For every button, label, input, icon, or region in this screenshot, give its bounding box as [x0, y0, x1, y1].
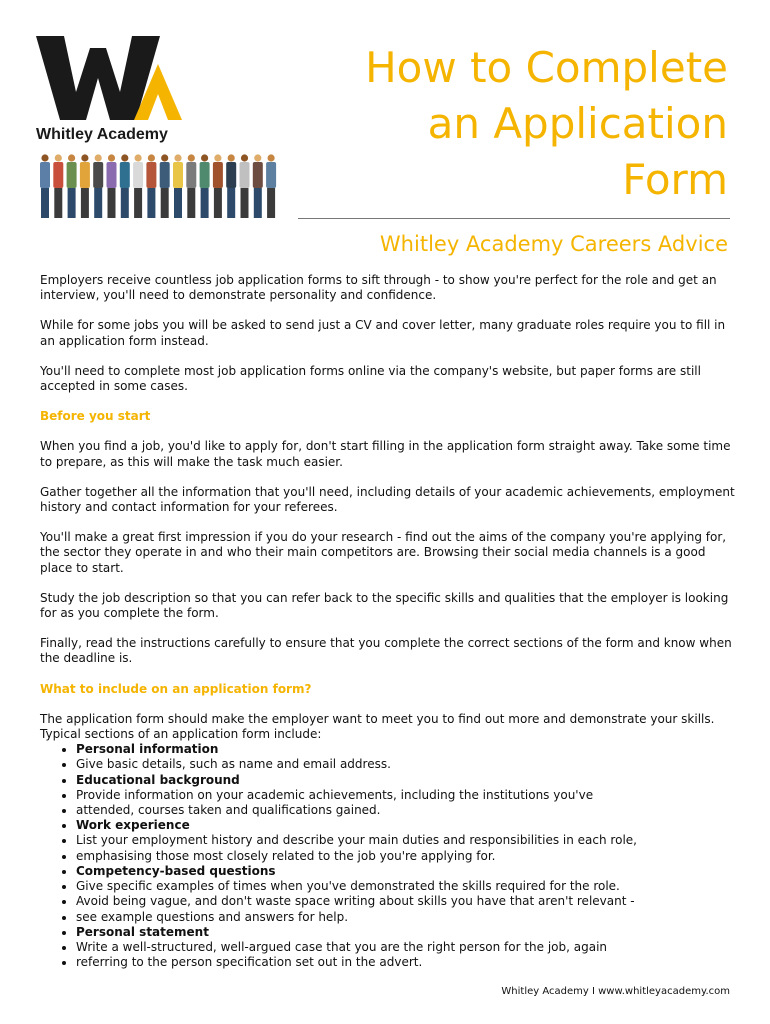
list-item: • see example questions and answers for help. [76, 910, 740, 925]
intro-paragraph: Employers receive countless job application forms to sift through - to show you're perfect for the role and get an interview, you'll need to demonstrate personality and confidence. [40, 273, 717, 303]
logo-text: Whitley Academy [36, 126, 168, 143]
list-item: • Provide information on your academic achievements, including the institutions you've [76, 788, 740, 803]
person-figure [253, 154, 263, 218]
person-figure [133, 154, 143, 218]
intro-paragraph: While for some jobs you will be asked to send just a CV and cover letter, many graduate roles require you to fill in an application form instead. [40, 318, 726, 348]
application-sections-list [40, 742, 740, 970]
person-figure [160, 154, 170, 218]
person-figure [107, 154, 117, 218]
list-item: • Personal statement [76, 925, 740, 940]
person-figure [240, 154, 250, 218]
title-line-2: an Application [427, 99, 728, 148]
list-item: • Competency-based questions [76, 864, 740, 879]
list-item: • Work experience [76, 818, 740, 833]
list-item: • attended, courses taken and qualifications gained. [76, 803, 740, 818]
list-item: • emphasising those most closely related to the job you're applying for. [76, 849, 740, 864]
person-figure [120, 154, 130, 218]
section-paragraph: Finally, read the instructions carefully to ensure that you complete the correct sections of the form and know when the deadline is. [40, 636, 732, 666]
list-item: • Personal information [76, 742, 740, 757]
person-figure [200, 154, 210, 218]
page-subtitle: Whitley Academy Careers Advice [379, 232, 728, 256]
person-figure [40, 154, 50, 218]
intro-paragraph: You'll need to complete most job application forms online via the company's website, but paper forms are still accepted in some cases. [40, 363, 701, 394]
person-figure [93, 154, 103, 218]
title-line-1: How to Complete [365, 43, 728, 92]
person-figure [67, 154, 77, 218]
list-item: • List your employment history and describe your main duties and responsibilities in each role, [76, 833, 740, 848]
page-title [365, 40, 728, 208]
list-item: • Give basic details, such as name and email address. [76, 757, 740, 772]
person-figure [80, 154, 90, 218]
section-heading-before-you-start: Before you start [40, 409, 151, 424]
person-figure [173, 154, 183, 218]
section-paragraph: You'll make a great first impression if you do your research - find out the aims of the company you're applying for, the sector they operate in and who their main competitors are. Browsing their social media channels is a good place to start. [40, 530, 727, 575]
section-intro: The application form should make the employer want to meet you to find out more and demonstrate your skills. Typical sections of an application form include: [40, 711, 715, 742]
article-body [40, 273, 740, 970]
list-item: • Write a well-structured, well-argued case that you are the right person for the job, again [76, 940, 740, 955]
list-item: • Avoid being vague, and don't waste space writing about skills you have that aren't relevant - [76, 894, 740, 909]
person-figure [146, 154, 156, 218]
people-illustration [38, 152, 288, 222]
person-figure [213, 154, 223, 218]
title-line-3: Form [622, 155, 728, 204]
title-divider [298, 218, 730, 219]
person-figure [186, 154, 196, 218]
person-figure [266, 154, 276, 218]
footer-text: Whitley Academy I www.whitleyacademy.com [501, 986, 730, 997]
section-paragraph: When you find a job, you'd like to apply for, don't start filling in the application form straight away. Take some time to prepare, as this will make the task much easier. [40, 439, 731, 469]
list-item: • Give specific examples of times when you've demonstrated the skills required for the role. [76, 879, 740, 894]
list-item: • referring to the person specification set out in the advert. [76, 955, 740, 970]
person-figure [53, 154, 63, 218]
section-heading-what-to-include: What to include on an application form? [40, 681, 312, 696]
section-paragraph: Gather together all the information that you'll need, including details of your academic achievements, employment history and contact information for your referees. [40, 484, 735, 515]
section-paragraph: Study the job description so that you can refer back to the specific skills and qualities that the employer is looking for as you complete the form. [40, 590, 729, 621]
list-item: • Educational background [76, 773, 740, 788]
person-figure [226, 154, 236, 218]
